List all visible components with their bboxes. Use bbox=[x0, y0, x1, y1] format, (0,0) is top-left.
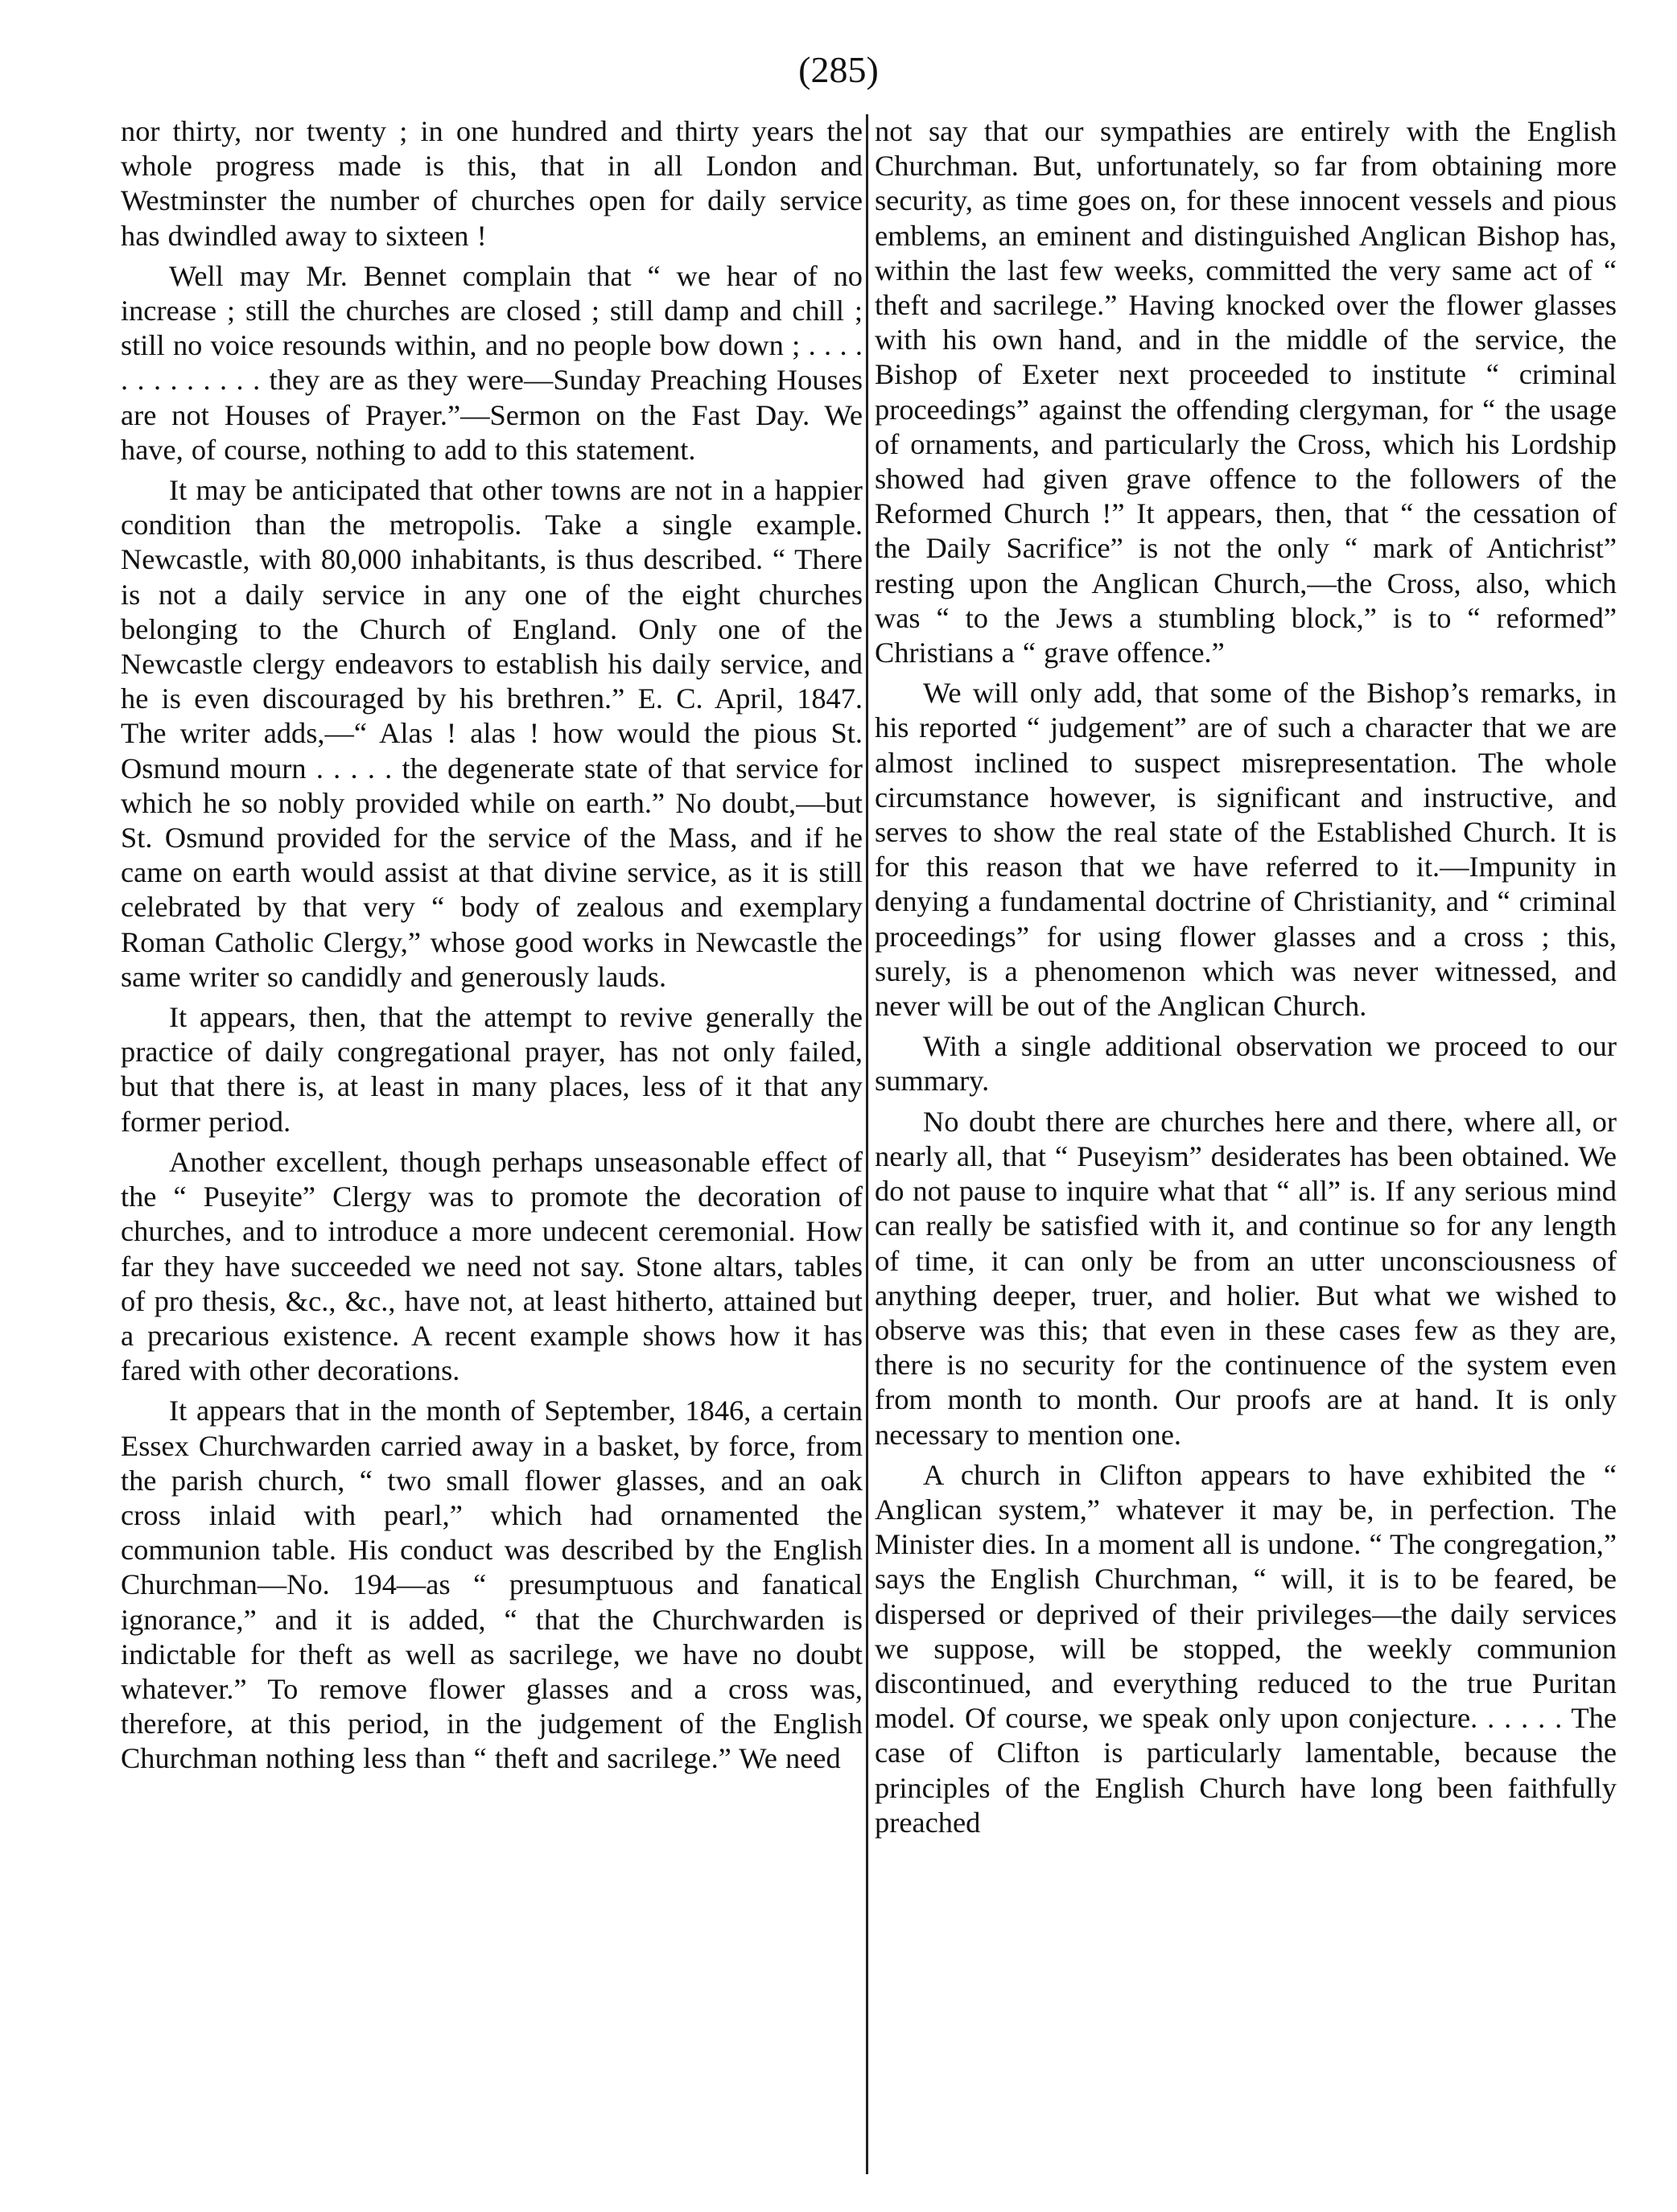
left-paragraph-4: It appears, then, that the attempt to revive generally the practice of daily congregational prayer, has not only failed, but that there is, at least in many places, less of it that any former period. bbox=[121, 1001, 863, 1138]
left-paragraph-2: Well may Mr. Bennet complain that “ we hear of no increase ; still the churches are closed ; still damp and chill ; still no voice resounds within, and no people bow down ; . . . . . . . . . . . . . they are as they were—Sunday Preaching Houses are not Houses of Prayer.”—Sermon on the Fast Day. We have, of course, nothing to add to this statement. bbox=[121, 259, 863, 466]
left-paragraph-3: It may be anticipated that other towns are not in a happier condition than the metropolis. Take a single example. Newcastle, with 80,000 inhabitants, is thus described. “ There is not a daily service in any one of the eight churches belonging to the Church of England. Only one of the Newcastle clergy endeavors to establish his daily service, and he is even discouraged by his brethren.” E. C. April, 1847. The writer adds,—“ Alas ! alas ! how would the pious St. Osmund mourn . . . . . the degenerate state of that service for which he so nobly provided while on earth.” No doubt,—but St. Osmund provided for the service of the Mass, and if he came on earth would assist at that divine service, as it is still celebrated by that very “ body of zealous and exemplary Roman Catholic Clergy,” whose good works in Newcastle the same writer so candidly and generously lauds. bbox=[121, 474, 863, 993]
left-paragraph-6: It appears that in the month of September, 1846, a certain Essex Churchwarden carried away in a basket, by force, from the parish church, “ two small flower glasses, and an oak cross inlaid with pearl,” which had ornamented the communion table. His conduct was described by the English Churchman—No. 194—as “ presumptuous and fanatical ignorance,” and it is added, “ that the Churchwarden is indictable for theft as well as sacrilege, we have no doubt whatever.” To remove flower glasses and a cross was, therefore, at this period, in the judgement of the English Churchman nothing less than “ theft and sacrilege.” We need bbox=[121, 1394, 863, 1775]
right-paragraph-1: not say that our sympathies are entirely with the English Churchman. But, unfortunately, so far from obtaining more security, as time goes on, for these innocent vessels and pious emblems, an eminent and distinguished Anglican Bishop has, within the last few weeks, committed the very same act of “ theft and sacrilege.” Having knocked over the flower glasses with his own hand, and in the middle of the service, the Bishop of Exeter next proceeded to institute “ criminal proceedings” against the offending clergyman, for “ the usage of ornaments, and particularly the Cross, which his Lordship showed had given grave offence to the followers of the Reformed Church !” It appears, then, that “ the cessation of the Daily Sacrifice” is not the only “ mark of Antichrist” resting upon the Anglican Church,—the Cross, also, which was “ to the Jews a stumbling block,” is to “ reformed” Christians a “ grave offence.” bbox=[875, 115, 1617, 669]
left-column bbox=[121, 114, 863, 1777]
right-paragraph-2: We will only add, that some of the Bishop’s remarks, in his reported “ judgement” are of such a character that we are almost inclined to suspect misrepresentation. The whole circumstance however, is significant and instructive, and serves to show the real state of the Established Church. It is for this reason that we have referred to it.—Impunity in denying a fundamental doctrine of Christianity, and “ criminal proceedings” for using flower glasses and a cross ; this, surely, is a phenomenon which was never witnessed, and never will be out of the Anglican Church. bbox=[875, 677, 1617, 1023]
left-paragraph-5: Another excellent, though perhaps unseasonable effect of the “ Puseyite” Clergy was to promote the decoration of churches, and to introduce a more undecent ceremonial. How far they have succeeded we need not say. Stone altars, tables of pro thesis, &c., &c., have not, at least hitherto, attained but a precarious existence. A recent example shows how it has fared with other decorations. bbox=[121, 1145, 863, 1387]
right-paragraph-5: A church in Clifton appears to have exhibited the “ Anglican system,” whatever it may be, in perfection. The Minister dies. In a moment all is undone. “ The congregation,” says the English Churchman, “ will, it is to be feared, be dispersed or deprived of their privileges—the daily services we suppose, will be stopped, the weekly communion discontinued, and everything reduced to the true Puritan model. Of course, we speak only upon conjecture. . . . . . The case of Clifton is particularly lamentable, because the principles of the English Church have long been faithfully preached bbox=[875, 1458, 1617, 1839]
right-paragraph-3: With a single additional observation we proceed to our summary. bbox=[875, 1030, 1617, 1098]
right-paragraph-4: No doubt there are churches here and there, where all, or nearly all, that “ Puseyism” desiderates has been obtained. We do not pause to inquire what that “ all” is. If any serious mind can really be satisfied with it, and continue so for any length of time, it can only be from an utter unconsciousness of anything deeper, truer, and holier. But what we wished to observe was this; that even in these cases few as they are, there is no security for the continuence of the system even from month to month. Our proofs are at hand. It is only necessary to mention one. bbox=[875, 1105, 1617, 1451]
left-paragraph-1: nor thirty, nor twenty ; in one hundred and thirty years the whole progress made is this, that in all London and Westminster the number of churches open for daily service has dwindled away to sixteen ! bbox=[121, 115, 863, 252]
column-divider bbox=[866, 114, 868, 2174]
right-column bbox=[875, 114, 1617, 1840]
page-number: (285) bbox=[798, 49, 879, 90]
